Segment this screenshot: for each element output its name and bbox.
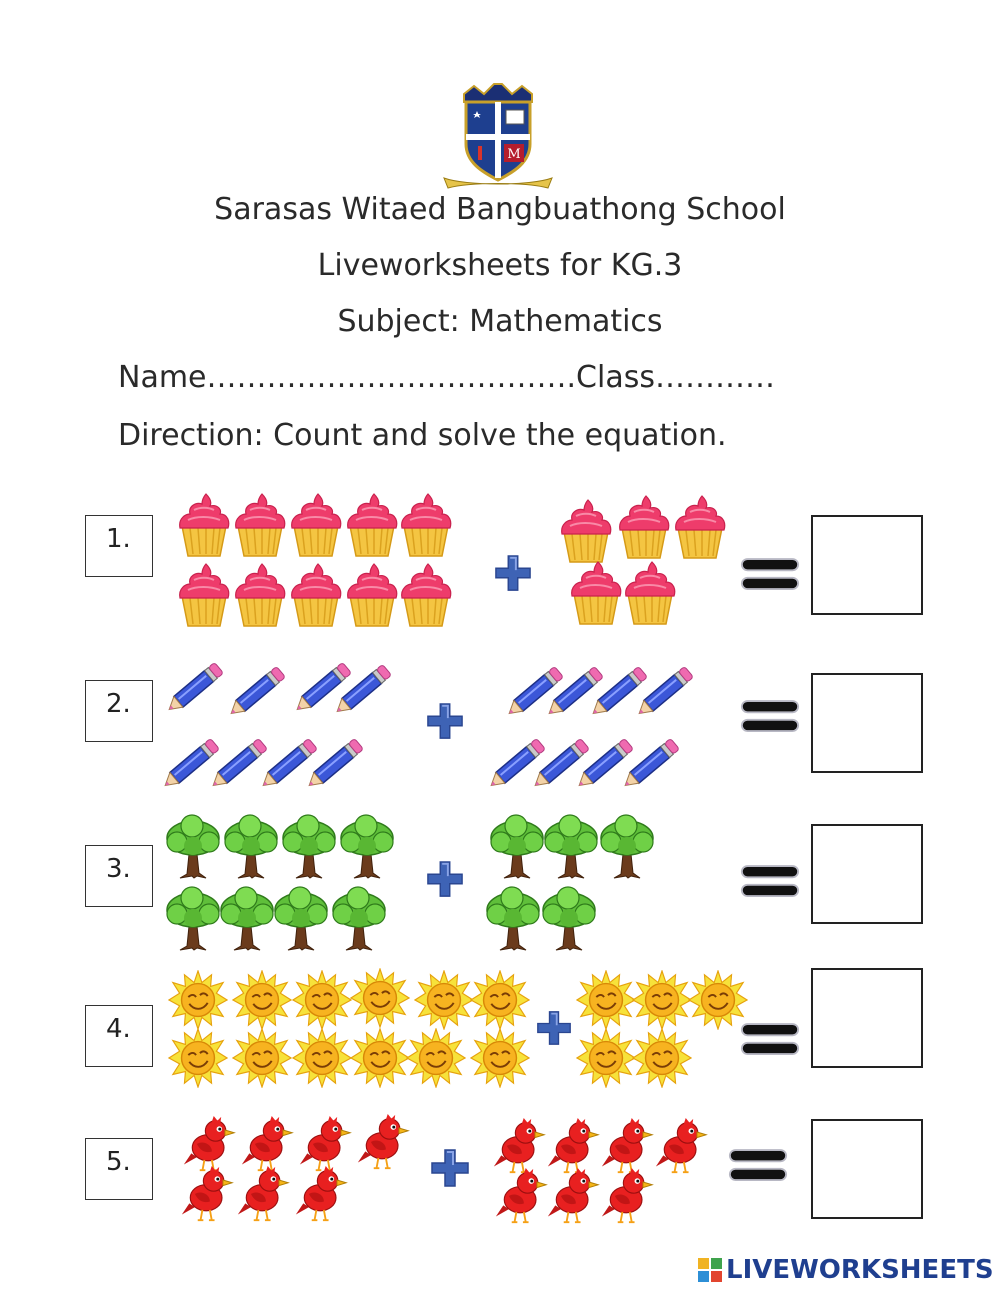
sun-icon (406, 1028, 466, 1088)
tree-icon (540, 886, 598, 952)
cupcake-icon (558, 498, 614, 564)
problem-number-5: 5. (85, 1138, 153, 1200)
direction-text: Direction: Count and solve the equation. (118, 418, 727, 453)
sun-icon (470, 1028, 530, 1088)
plus-icon (536, 1010, 572, 1046)
bird-icon (294, 1166, 350, 1222)
sun-icon (470, 970, 530, 1030)
cupcake-icon (176, 492, 232, 558)
sun-icon (632, 970, 692, 1030)
tree-icon (280, 814, 338, 880)
plus-icon (430, 1148, 470, 1188)
cupcake-icon (398, 492, 454, 558)
liveworksheets-logo[interactable] (698, 1252, 994, 1288)
sun-icon (350, 1028, 410, 1088)
worksheet-title: Liveworksheets for KG.3 (317, 248, 683, 283)
bird-icon (180, 1166, 236, 1222)
bird-icon (546, 1118, 602, 1174)
sun-icon (232, 970, 292, 1030)
sun-icon (688, 970, 748, 1030)
bird-icon (240, 1116, 296, 1172)
liveworksheets-brand-text: LIVEWORKSHEETS (726, 1255, 994, 1285)
plus-icon (426, 860, 464, 898)
sun-icon (168, 970, 228, 1030)
problem-number-4: 4. (85, 1005, 153, 1067)
bird-icon (654, 1118, 710, 1174)
sun-icon (414, 970, 474, 1030)
subject-line: Subject: Mathematics (337, 304, 663, 339)
cupcake-icon (568, 560, 624, 626)
bird-icon (492, 1118, 548, 1174)
problem-number-1: 1. (85, 515, 153, 577)
tree-icon (338, 814, 396, 880)
problem-number-3: 3. (85, 845, 153, 907)
cupcake-icon (176, 562, 232, 628)
bird-icon (236, 1166, 292, 1222)
bird-icon (600, 1118, 656, 1174)
equals-icon (728, 1146, 788, 1184)
tree-icon (222, 814, 280, 880)
cupcake-icon (672, 494, 728, 560)
answer-input-2[interactable] (813, 675, 925, 773)
bird-icon (182, 1116, 238, 1172)
answer-input-3[interactable] (813, 826, 925, 924)
bird-icon (600, 1168, 656, 1224)
tree-icon (272, 886, 330, 952)
answer-box-5[interactable] (811, 1119, 923, 1219)
answer-box-1[interactable] (811, 515, 923, 615)
cupcake-icon (622, 560, 678, 626)
cupcake-icon (616, 494, 672, 560)
sun-icon (576, 970, 636, 1030)
cupcake-icon (398, 562, 454, 628)
tree-icon (164, 814, 222, 880)
cupcake-icon (344, 492, 400, 558)
tree-icon (542, 814, 600, 880)
cupcake-icon (344, 562, 400, 628)
tree-icon (598, 814, 656, 880)
sun-icon (232, 1028, 292, 1088)
cupcake-icon (232, 562, 288, 628)
bird-icon (356, 1114, 412, 1170)
pencil-icon (616, 732, 688, 794)
sun-icon (576, 1028, 636, 1088)
name-class-line: Name……………………………….Class………… (118, 360, 775, 395)
equals-icon (740, 862, 800, 900)
tree-icon (330, 886, 388, 952)
cupcake-icon (232, 492, 288, 558)
crest-letter: M (507, 147, 521, 162)
answer-input-1[interactable] (813, 517, 925, 615)
pencil-icon (300, 732, 372, 794)
sun-icon (292, 970, 352, 1030)
pencil-icon (328, 658, 400, 720)
liveworksheets-logo-icon (698, 1258, 722, 1282)
tree-icon (218, 886, 276, 952)
plus-icon (494, 554, 532, 592)
sun-icon (292, 1028, 352, 1088)
answer-box-2[interactable] (811, 673, 923, 773)
tree-icon (484, 886, 542, 952)
bird-icon (494, 1168, 550, 1224)
pencil-icon (222, 660, 294, 722)
tree-icon (164, 886, 222, 952)
pencil-icon (630, 660, 702, 722)
school-name: Sarasas Witaed Bangbuathong School (214, 192, 786, 227)
equals-icon (740, 697, 800, 735)
sun-icon (168, 1028, 228, 1088)
answer-box-4[interactable] (811, 968, 923, 1068)
equals-icon (740, 1020, 800, 1058)
answer-input-5[interactable] (813, 1121, 925, 1219)
bird-icon (546, 1168, 602, 1224)
tree-icon (488, 814, 546, 880)
equals-icon (740, 555, 800, 593)
sun-icon (350, 968, 410, 1028)
problem-number-2: 2. (85, 680, 153, 742)
plus-icon (426, 702, 464, 740)
school-crest-logo (436, 82, 560, 190)
answer-input-4[interactable] (813, 970, 925, 1068)
cupcake-icon (288, 492, 344, 558)
cupcake-icon (288, 562, 344, 628)
sun-icon (632, 1028, 692, 1088)
answer-box-3[interactable] (811, 824, 923, 924)
bird-icon (298, 1116, 354, 1172)
